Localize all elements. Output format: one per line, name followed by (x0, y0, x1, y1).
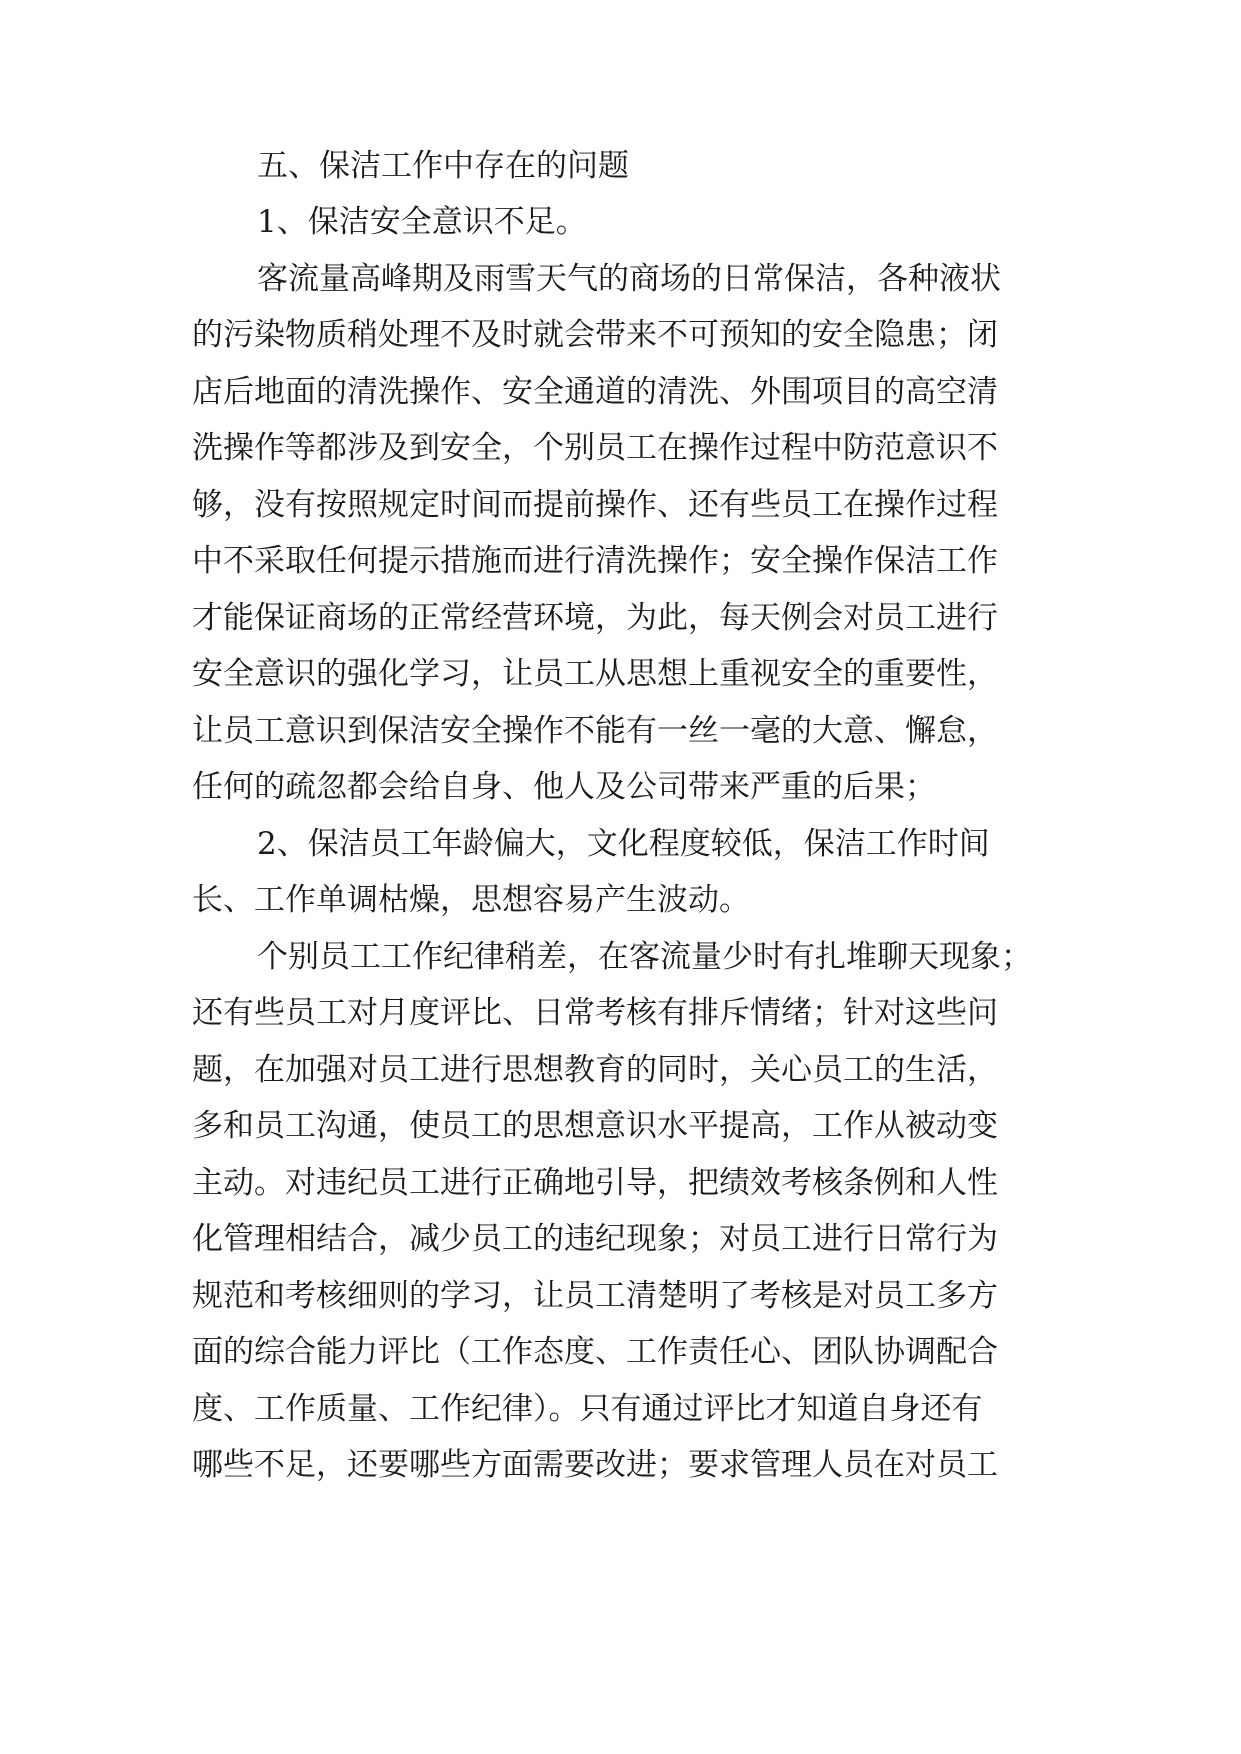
paragraph-line: 面的综合能力评比（工作态度、工作责任心、团队协调配合 (192, 1334, 998, 1370)
paragraph-line: 安全意识的强化学习，让员工从思想上重视安全的重要性， (192, 656, 998, 692)
paragraph-line: 哪些不足，还要哪些方面需要改进；要求管理人员在对员工 (192, 1447, 998, 1483)
paragraph-line: 多和员工沟通，使员工的思想意识水平提高，工作从被动变 (192, 1108, 998, 1144)
paragraph-line: 让员工意识到保洁安全操作不能有一丝一毫的大意、懈怠， (192, 713, 998, 749)
subsection-heading-2: 2、保洁员工年龄偏大，文化程度较低，保洁工作时间 (257, 826, 990, 862)
paragraph-line: 规范和考核细则的学习，让员工清楚明了考核是对员工多方 (192, 1278, 998, 1314)
section-heading: 五、保洁工作中存在的问题 (257, 148, 629, 184)
paragraph-line: 够，没有按照规定时间而提前操作、还有些员工在操作过程 (192, 487, 998, 523)
paragraph-line: 化管理相结合，减少员工的违纪现象；对员工进行日常行为 (192, 1221, 998, 1257)
subsection-heading-1: 1、保洁安全意识不足。 (257, 204, 587, 240)
paragraph-line: 洗操作等都涉及到安全，个别员工在操作过程中防范意识不 (192, 430, 998, 466)
paragraph-line: 店后地面的清洗操作、安全通道的清洗、外围项目的高空清 (192, 374, 998, 410)
paragraph-line: 中不采取任何提示措施而进行清洗操作；安全操作保洁工作 (192, 543, 998, 579)
paragraph-line: 度、工作质量、工作纪律）。只有通过评比才知道自身还有 (192, 1391, 983, 1427)
paragraph-line: 才能保证商场的正常经营环境，为此，每天例会对员工进行 (192, 600, 998, 636)
paragraph-line: 任何的疏忽都会给自身、他人及公司带来严重的后果； (192, 769, 936, 805)
paragraph-line: 个别员工工作纪律稍差，在客流量少时有扎堆聊天现象； (257, 939, 1032, 975)
paragraph-line: 还有些员工对月度评比、日常考核有排斥情绪；针对这些问 (192, 995, 998, 1031)
paragraph-line: 主动。对违纪员工进行正确地引导，把绩效考核条例和人性 (192, 1165, 998, 1201)
paragraph-line: 的污染物质稍处理不及时就会带来不可预知的安全隐患；闭 (192, 317, 998, 353)
subsection-heading-2-cont: 长、工作单调枯燥，思想容易产生波动。 (192, 882, 750, 918)
paragraph-line: 客流量高峰期及雨雪天气的商场的日常保洁，各种液状 (257, 261, 1001, 297)
paragraph-line: 题，在加强对员工进行思想教育的同时，关心员工的生活， (192, 1052, 998, 1088)
